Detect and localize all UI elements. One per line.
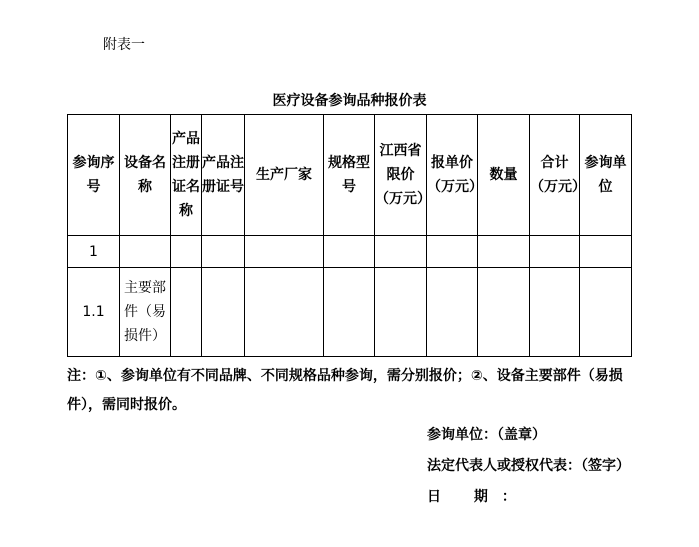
table-cell[interactable] [324,236,375,268]
table-cell[interactable] [202,236,245,268]
table-cell[interactable] [171,236,202,268]
attachment-label: 附表一 [103,37,145,53]
signature-representative-label: 法定代表人或授权代表：（签字） [427,458,630,474]
document-title: 医疗设备参询品种报价表 [272,93,427,109]
table-cell[interactable] [530,236,580,268]
header-cell-spec-model: 规格型号 [324,115,375,236]
table-cell[interactable]: 1 [68,236,120,268]
header-cell-total: 合计（万元） [530,115,580,236]
table-cell[interactable] [478,236,530,268]
header-cell-price-limit: 江西省限价（万元） [375,115,427,236]
header-cell-unit-price: 报单价（万元） [427,115,478,236]
header-cell-manufacturer: 生产厂家 [245,115,324,236]
table-header-row [68,115,632,236]
table-cell[interactable] [120,236,171,268]
table-row [68,268,632,357]
table-cell[interactable] [427,268,478,357]
table-cell[interactable] [478,268,530,357]
table-cell[interactable] [580,236,632,268]
signature-date-label: 日 期： [427,489,530,505]
table-row [68,236,632,268]
table-cell[interactable]: 1.1 [68,268,120,357]
header-cell-serial: 参询序号 [68,115,120,236]
table-cell[interactable]: 主要部件（易损件） [120,268,171,357]
header-cell-quantity: 数量 [478,115,530,236]
table-cell[interactable] [530,268,580,357]
table-cell[interactable] [580,268,632,357]
table-note: 注：①、参询单位有不同品牌、不同规格品种参询，需分别报价；②、设备主要部件（易损件），需同时报价。 [67,368,623,413]
header-cell-device-name: 设备名称 [120,115,171,236]
table-cell[interactable] [324,268,375,357]
table-cell[interactable] [375,236,427,268]
table-cell[interactable] [202,268,245,357]
quote-table [67,114,632,357]
table-cell[interactable] [245,236,324,268]
signature-unit-label: 参询单位：（盖章） [427,427,546,443]
table-cell[interactable] [427,236,478,268]
table-cell[interactable] [375,268,427,357]
header-cell-cert-name: 产品注册证名称 [171,115,202,236]
table-cell[interactable] [245,268,324,357]
table-cell[interactable] [171,268,202,357]
header-cell-unit: 参询单位 [580,115,632,236]
header-cell-cert-number: 产品注册证号 [202,115,245,236]
